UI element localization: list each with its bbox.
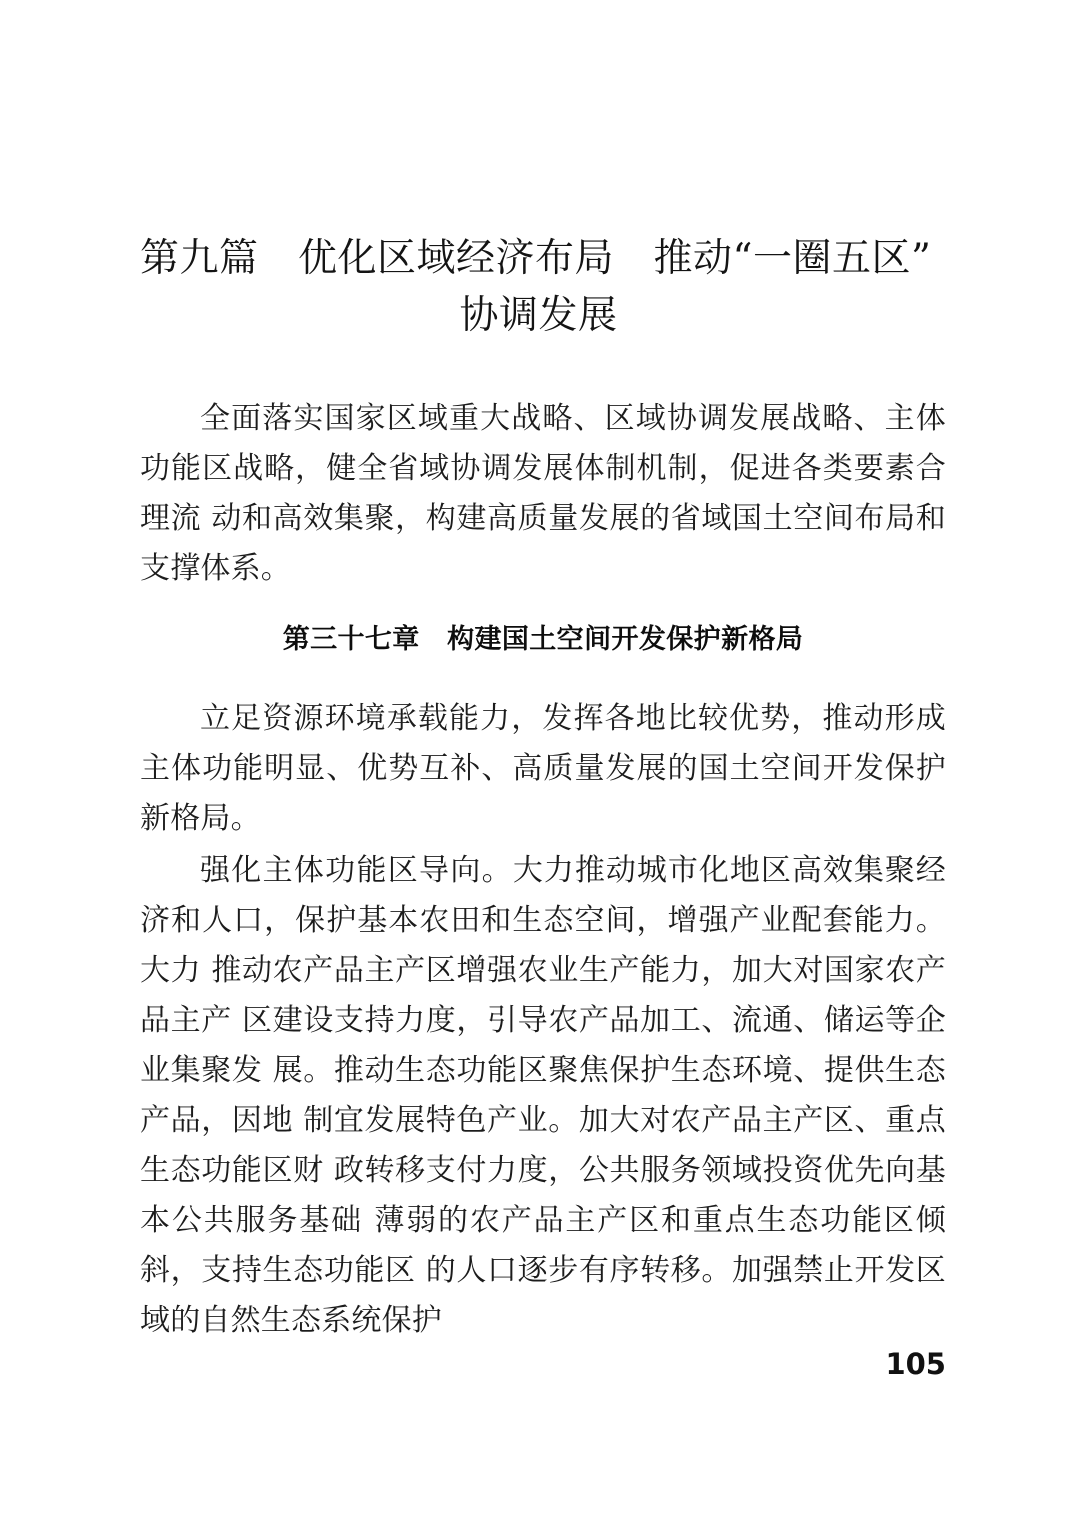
part-title-line-2: 协调发展 [459,293,618,338]
main-paragraph [140,846,946,1346]
page-title [140,230,946,344]
part-title-line-1: 第九篇 优化区域经济布局 推动“一圈五区” [140,236,932,281]
chapter-intro-paragraph: 立足资源环境承载能力，发挥各地比较优势，推动形成主体功能明显、优势互补、高质量发展的国土空间开发保护新格局。 [140,701,946,836]
chapter-heading: 第三十七章 构建国土空间开发保护新格局 [282,624,804,655]
intro-paragraph: 全面落实国家区域重大战略、区域协调发展战略、主体功能区战略，健全省域协调发展体制机制，促进各类要素合理流 动和高效集聚，构建高质量发展的省域国土空间布局和支撑体系。 [140,401,946,586]
part-title-block [140,230,946,344]
main-paragraph-lead: 强化主体功能区导向。 [200,853,513,888]
page-number: 105 [885,1347,946,1381]
main-paragraph-body: 大力推动城市化地区高效集聚经济和人口，保护基本农田和生态空间，增强产业配套能力。大力 推动农产品主产区增强农业生产能力，加大对国家农产品主产 区建设支持力度，引导农产品加工、流通、储运等企业集聚发 展。推动生态功能区聚焦保护生态环境、提供生态产品，因地 制宜发展特色产业。加大对农产品主产区、重点生态功能区财 政转移支付力度，公共服务领域投资优先向基本公共服务基础 薄弱的农产品主产区和重点生态功能区倾斜，支持生态功能区 的人口逐步有序转移。加强禁止开发区域的自然生态系统保护 [140,853,947,1338]
